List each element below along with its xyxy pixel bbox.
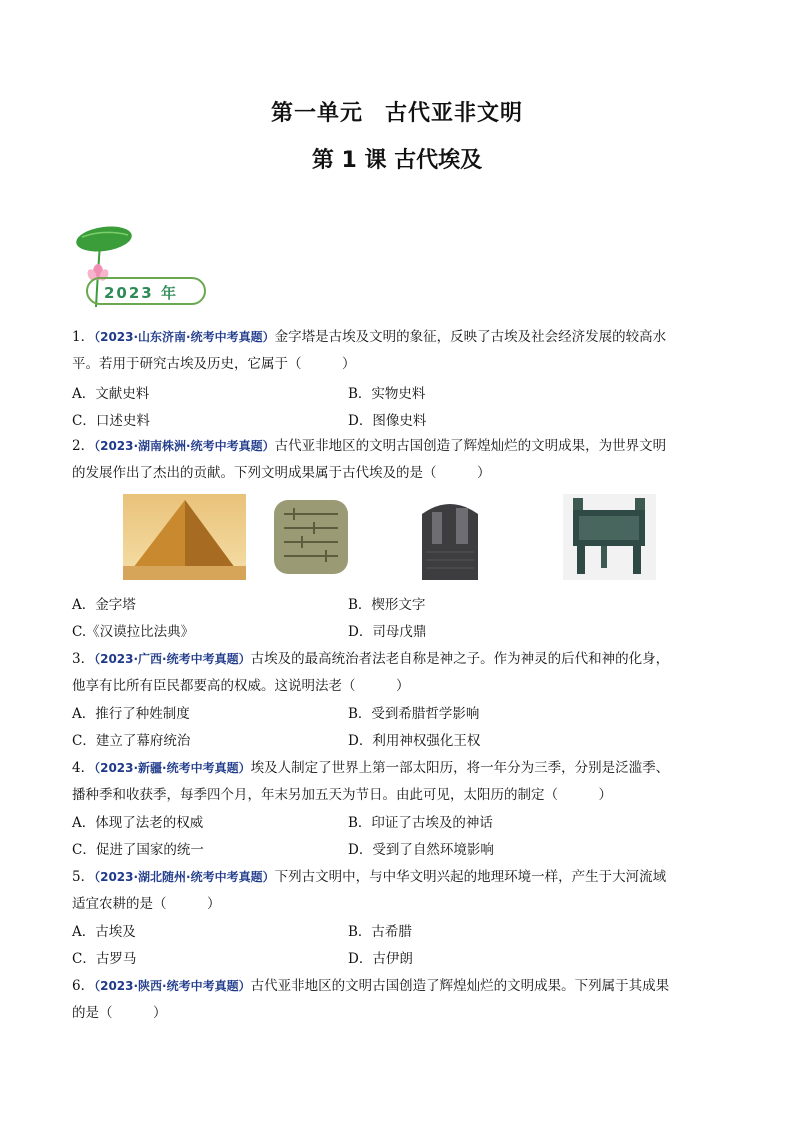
question-5	[72, 864, 722, 918]
code-of-hammurabi-image	[416, 494, 484, 580]
option-b: B．受到希腊哲学影响	[348, 706, 480, 722]
option-a: A．推行了种姓制度	[72, 706, 190, 722]
question-4	[72, 755, 722, 809]
question-text-line1: 古代亚非地区的文明古国创造了辉煌灿烂的文明成果。下列属于其成果	[250, 978, 670, 994]
cuneiform-tablet-image	[270, 494, 352, 580]
question-text-line1: 金字塔是古埃及文明的象征，反映了古埃及社会经济发展的较高水	[274, 329, 667, 345]
option-c: C．古罗马	[72, 951, 137, 967]
year-label: 2023 年	[104, 284, 178, 302]
option-c: C．建立了幕府统治	[72, 733, 191, 749]
question-text-line2: 的发展作出了杰出的贡献。下列文明成果属于古代埃及的是（ ）	[72, 465, 491, 481]
question-3	[72, 646, 722, 700]
question-text-line2: 的是（ ）	[72, 1005, 167, 1021]
option-a: A．金字塔	[72, 597, 136, 613]
simuwu-ding-image	[563, 494, 656, 580]
question-text-line2: 他享有比所有臣民都要高的权威。这说明法老（ ）	[72, 678, 410, 694]
question-number: 5．	[72, 869, 95, 885]
question-1	[72, 324, 722, 378]
option-a: A．体现了法老的权威	[72, 815, 204, 831]
question-text-line1: 古代亚非地区的文明古国创造了辉煌灿烂的文明成果，为世界文明	[274, 438, 667, 454]
question-source: （2023·新疆·统考中考真题）	[94, 761, 251, 775]
option-d: D．司母戊鼎	[348, 624, 427, 640]
unit-title-part-a: 第一单元	[270, 101, 363, 126]
year-badge	[72, 225, 212, 310]
question-source: （2023·山东济南·统考中考真题）	[94, 330, 275, 344]
question-text-line2: 平。若用于研究古埃及历史，它属于（ ）	[72, 356, 356, 372]
question-text-line1: 埃及人制定了世界上第一部太阳历，将一年分为三季，分别是泛滥季、	[250, 760, 670, 776]
option-a: A．文献史料	[72, 386, 150, 402]
option-c: C．口述史料	[72, 413, 150, 429]
option-d: D．图像史料	[348, 413, 427, 429]
question-number: 3．	[72, 651, 95, 667]
option-b: B．印证了古埃及的神话	[348, 815, 493, 831]
question-number: 4．	[72, 760, 95, 776]
question-number: 6．	[72, 978, 95, 994]
option-c: C.《汉谟拉比法典》	[72, 624, 195, 640]
question-number: 2．	[72, 438, 95, 454]
question-text-line1: 古埃及的最高统治者法老自称是神之子。作为神灵的后代和神的化身，	[250, 651, 670, 667]
question-2	[72, 433, 722, 487]
question-6	[72, 973, 722, 1027]
option-d: D．利用神权强化王权	[348, 733, 481, 749]
option-c: C．促进了国家的统一	[72, 842, 204, 858]
question-text-line2: 播种季和收获季，每季四个月，年末另加五天为节日。由此可见，太阳历的制定（ ）	[72, 787, 612, 803]
question-number: 1．	[72, 329, 95, 345]
question-source: （2023·湖北随州·统考中考真题）	[94, 870, 275, 884]
option-b: B．楔形文字	[348, 597, 426, 613]
option-d: D．受到了自然环境影响	[348, 842, 494, 858]
question-text-line2: 适宜农耕的是（ ）	[72, 896, 221, 912]
question-text-line1: 下列古文明中，与中华文明兴起的地理环境一样，产生于大河流域	[274, 869, 667, 885]
option-a: A．古埃及	[72, 924, 136, 940]
lesson-title: 第 1 课 古代埃及	[311, 148, 483, 173]
question-source: （2023·湖南株洲·统考中考真题）	[94, 439, 275, 453]
question-source: （2023·陕西·统考中考真题）	[94, 979, 251, 993]
unit-title-part-b: 古代亚非文明	[385, 101, 524, 126]
question-source: （2023·广西·统考中考真题）	[94, 652, 251, 666]
option-b: B．实物史料	[348, 386, 426, 402]
option-b: B．古希腊	[348, 924, 412, 940]
pyramid-image	[123, 494, 246, 580]
option-d: D．古伊朗	[348, 951, 413, 967]
unit-title	[0, 96, 794, 127]
